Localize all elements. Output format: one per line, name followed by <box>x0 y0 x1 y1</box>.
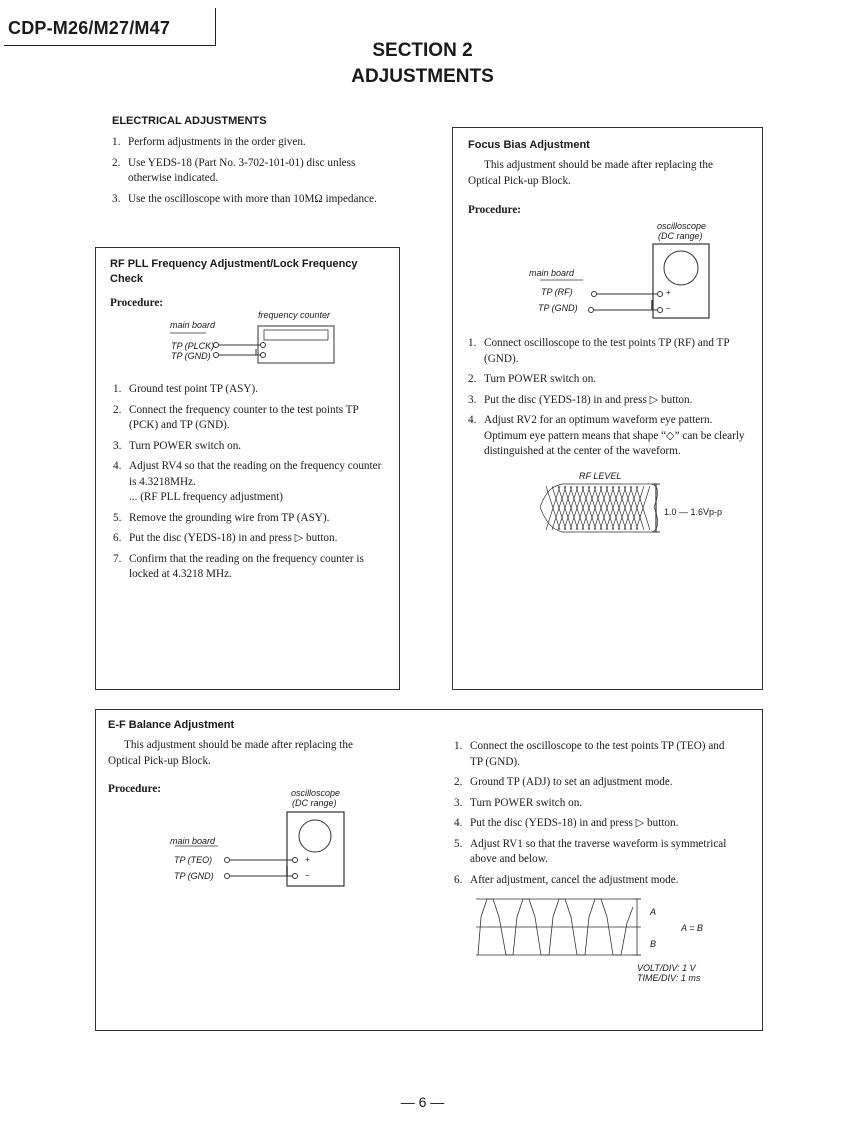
list-item: 3. Turn POWER switch on. <box>454 796 583 809</box>
model-number: CDP-M26/M27/M47 <box>8 18 171 38</box>
tp-gnd-label: TP (GND) <box>174 871 214 881</box>
ef-balance-panel <box>95 709 763 1031</box>
rf-eye-pattern <box>536 480 676 538</box>
tp-plck-label: TP (PLCK) <box>171 341 215 351</box>
procedure-label: Procedure: <box>110 297 164 309</box>
dc-range-label: (DC range) <box>658 231 703 241</box>
page-title: ADJUSTMENTS <box>351 66 494 87</box>
oscilloscope-diagram <box>160 810 355 890</box>
frequency-counter-diagram <box>156 322 346 367</box>
list-item: 5. Remove the grounding wire from TP (ASY). <box>113 511 330 524</box>
frequency-counter-label: frequency counter <box>258 310 331 320</box>
list-item: 6. After adjustment, cancel the adjustment mode. <box>454 873 679 886</box>
tp-gnd-label: TP (GND) <box>538 303 578 313</box>
plus-terminal: + <box>666 288 671 297</box>
page-number: — 6 — <box>400 1094 445 1110</box>
list-item: 4. Put the disc (YEDS-18) in and press ▷ button. <box>454 817 679 829</box>
dc-range-label: (DC range) <box>292 798 337 808</box>
tp-rf-label: TP (RF) <box>541 287 573 297</box>
minus-terminal: − <box>666 304 671 313</box>
electrical-heading: ELECTRICAL ADJUSTMENTS <box>112 115 267 127</box>
ef-balance-steps <box>454 739 737 893</box>
minus-terminal: − <box>305 871 310 880</box>
list-item: 2. Turn POWER switch on. <box>468 373 597 385</box>
focus-bias-heading: Focus Bias Adjustment <box>468 139 590 151</box>
oscilloscope-label: oscilloscope <box>291 788 341 798</box>
main-board-label: main board <box>170 836 216 846</box>
list-item: 4. Adjust RV4 so that the reading on the frequency counter is 4.3218MHz. <box>113 460 382 488</box>
focus-bias-panel <box>452 127 763 690</box>
oscilloscope-diagram <box>523 242 718 327</box>
list-item: 2. Ground TP (ADJ) to set an adjustment mode. <box>454 776 673 788</box>
list-item: 4. Adjust RV2 for an optimum waveform eye pattern. Optimum eye pattern means that shape “◇” can be clearly distinguished at the center of the waveform. <box>468 414 745 457</box>
procedure-label: Procedure: <box>108 783 162 795</box>
list-item: 5. Adjust RV1 so that the traverse waveform is symmetrical above and below. <box>454 837 727 865</box>
a-label: A <box>650 907 657 917</box>
list-item: 3. Turn POWER switch on. <box>113 439 242 452</box>
tp-teo-label: TP (TEO) <box>174 855 213 865</box>
list-item: 3. Put the disc (YEDS-18) in and press ▷ button. <box>468 393 693 406</box>
procedure-label: Procedure: <box>468 204 522 216</box>
volt-div-label: VOLT/DIV: 1 V <box>637 963 696 973</box>
rf-pll-steps <box>113 382 389 588</box>
main-board-label: main board <box>529 268 575 278</box>
list-item: ... (RF PLL frequency adjustment) <box>129 491 284 503</box>
list-item: 1. Perform adjustments in the order given. <box>112 136 306 148</box>
ef-balance-heading: E-F Balance Adjustment <box>108 719 235 731</box>
rf-level-value: 1.0 — 1.6Vp-p <box>664 507 723 517</box>
rf-level-label: RF LEVEL <box>579 471 622 481</box>
list-item: 2. Connect the frequency counter to the test points TP (PCK) and TP (GND). <box>113 403 359 431</box>
list-item: 6. Put the disc (YEDS-18) in and press ▷ button. <box>113 532 338 544</box>
main-board-label: main board <box>170 320 216 330</box>
oscilloscope-label: oscilloscope <box>657 221 707 231</box>
time-div-label: TIME/DIV: 1 ms <box>637 973 701 983</box>
list-item: 1. Connect the oscilloscope to the test points TP (TEO) and TP (GND). <box>454 740 725 768</box>
list-item: 1. Connect oscilloscope to the test points TP (RF) and TP (GND). <box>468 337 730 365</box>
traverse-waveform <box>471 893 651 968</box>
focus-bias-steps <box>468 336 746 465</box>
plus-terminal: + <box>305 855 310 864</box>
list-item: 3. Use the oscilloscope with more than 10MΩ impedance. <box>112 192 377 205</box>
a-equals-b-label: A = B <box>681 923 703 933</box>
focus-bias-intro: This adjustment should be made after replacing the Optical Pick-up Block. <box>468 159 713 187</box>
list-item: 2. Use YEDS-18 (Part No. 3-702-101-01) disc unless otherwise indicated. <box>112 156 356 184</box>
tp-gnd-label: TP (GND) <box>171 351 211 361</box>
list-item: 7. Confirm that the reading on the frequency counter is locked at 4.3218 MHz. <box>113 552 364 580</box>
rf-pll-panel <box>95 247 400 690</box>
electrical-list <box>112 135 394 212</box>
section-number: SECTION 2 <box>372 40 473 61</box>
rf-pll-heading: RF PLL Frequency Adjustment/Lock Frequency Check <box>110 258 358 285</box>
ef-balance-intro: This adjustment should be made after replacing the Optical Pick-up Block. <box>108 739 353 767</box>
list-item: 1. Ground test point TP (ASY). <box>113 383 258 395</box>
b-label: B <box>650 939 657 949</box>
